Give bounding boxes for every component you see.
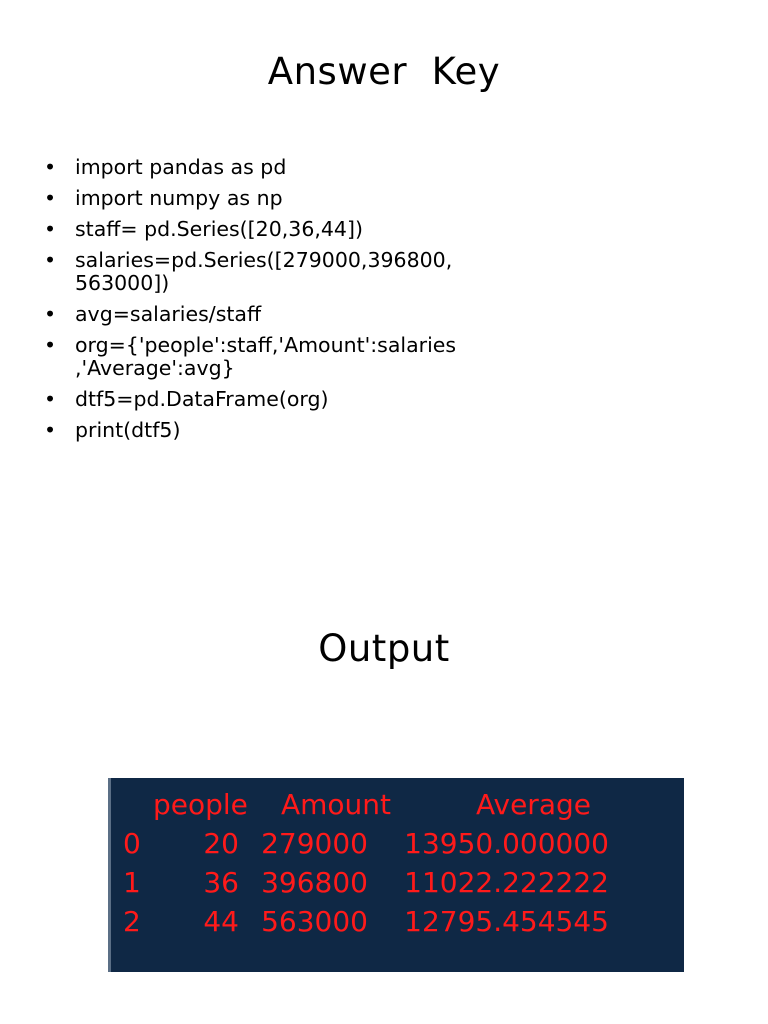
code-line — [44, 419, 484, 442]
bullet-icon: • — [44, 333, 57, 357]
row-index: 0 — [123, 827, 141, 860]
cell-people: 20 — [203, 827, 239, 860]
code-line-text: avg=salaries/staff — [75, 302, 262, 326]
cell-average: 13950.000000 — [404, 827, 609, 860]
cell-average: 12795.454545 — [404, 905, 609, 938]
code-bullet-list — [44, 156, 484, 450]
column-header-people: people — [153, 788, 248, 821]
bullet-icon: • — [44, 155, 57, 179]
cell-amount: 563000 — [261, 905, 368, 938]
code-line-text: staff= pd.Series([20,36,44]) — [75, 217, 363, 241]
cell-people: 44 — [203, 905, 239, 938]
column-header-average: Average — [476, 788, 591, 821]
row-index: 2 — [123, 905, 141, 938]
code-line-text: salaries=pd.Series([279000,396800, 563000]) — [75, 248, 453, 295]
code-line — [44, 303, 484, 326]
code-line — [44, 334, 484, 380]
cell-amount: 279000 — [261, 827, 368, 860]
code-line-text: org={'people':staff,'Amount':salaries ,'Average':avg} — [75, 333, 457, 380]
bullet-icon: • — [44, 217, 57, 241]
column-header-amount: Amount — [281, 788, 392, 821]
code-line — [44, 388, 484, 411]
code-line — [44, 218, 484, 241]
code-line — [44, 187, 484, 210]
output-title: Output — [318, 627, 450, 670]
code-line — [44, 249, 484, 295]
bullet-icon: • — [44, 387, 57, 411]
bullet-icon: • — [44, 248, 57, 272]
bullet-icon: • — [44, 418, 57, 442]
cell-people: 36 — [203, 866, 239, 899]
bullet-icon: • — [44, 186, 57, 210]
code-line — [44, 156, 484, 179]
code-line-text: import numpy as np — [75, 186, 283, 210]
cell-average: 11022.222222 — [404, 866, 609, 899]
code-line-text: dtf5=pd.DataFrame(org) — [75, 387, 329, 411]
row-index: 1 — [123, 866, 141, 899]
cell-amount: 396800 — [261, 866, 368, 899]
code-line-text: print(dtf5) — [75, 418, 181, 442]
console-output-panel — [108, 778, 684, 972]
code-line-text: import pandas as pd — [75, 155, 287, 179]
answer-key-title: Answer Key — [267, 50, 501, 93]
bullet-icon: • — [44, 302, 57, 326]
